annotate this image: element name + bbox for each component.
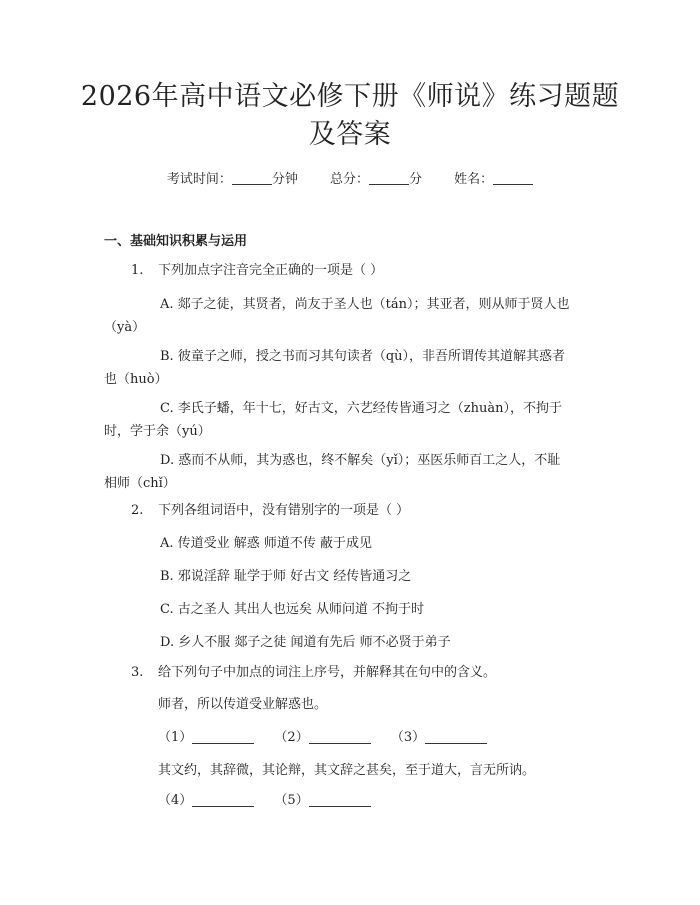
sentence-2: 其文约，其辞微，其论辩，其文辞之甚矣，至于道大，言无所讷。 (158, 763, 536, 778)
option-d (104, 449, 592, 495)
option-a: A. 传道受业 解惑 师道不传 蔽于成见 (160, 536, 373, 551)
question-stem: 给下列句子中加点的词注上序号，并解释其在句中的含义。 (158, 665, 497, 680)
option-b-line-1: B. 彼童子之师，授之书而习其句读者（qù），非吾所谓传其道解其惑者 (160, 349, 566, 364)
question-stem: 下列加点字注音完全正确的一项是（ ） (158, 263, 384, 278)
answer-blank-4[interactable] (192, 792, 254, 807)
page-title (0, 78, 700, 154)
question-number: 3. (131, 665, 144, 680)
answer-row-1 (158, 727, 487, 749)
option-a-line-2: （yà） (104, 320, 146, 335)
blank-5-label: （5） (274, 793, 309, 808)
blank-2-label: （2） (274, 730, 309, 745)
option-b: B. 邪说淫辞 耻学于师 好古文 经传皆通习之 (160, 569, 412, 584)
option-b (104, 345, 592, 391)
time-unit: 分钟 (271, 172, 298, 187)
title-line-1: 2026年高中语文必修下册《师说》练习题题 (80, 81, 620, 112)
score-unit: 分 (409, 172, 423, 187)
option-c-line-1: C. 李氏子蟠，年十七，好古文，六艺经传皆通习之（zhuàn），不拘于 (160, 401, 562, 416)
time-label: 考试时间： (166, 172, 232, 187)
answer-blank-3[interactable] (425, 729, 487, 744)
option-c: C. 古之圣人 其出人也远矣 从师问道 不拘于时 (160, 602, 425, 617)
question-number: 1. (131, 263, 144, 278)
option-d-line-2: 相师（chǐ） (104, 476, 176, 491)
answer-blank-5[interactable] (309, 792, 371, 807)
time-blank[interactable] (232, 172, 272, 185)
blank-3-label: （3） (390, 730, 426, 745)
name-blank[interactable] (493, 172, 533, 185)
answer-row-2 (158, 790, 371, 812)
answer-blank-2[interactable] (309, 729, 371, 744)
blank-1-label: （1） (158, 730, 193, 745)
sentence-1: 师者，所以传道受业解惑也。 (158, 697, 328, 712)
score-label: 总分： (329, 172, 369, 187)
blank-4-label: （4） (158, 793, 193, 808)
title-line-2: 及答案 (308, 119, 392, 150)
name-label: 姓名： (454, 172, 494, 187)
option-a-line-1: A. 郯子之徒，其贤者，尚友于圣人也（tán）；其亚者，则从师于贤人也 (160, 297, 570, 312)
option-d-line-1: D. 惑而不从师，其为惑也，终不解矣（yǐ）；巫医乐师百工之人，不耻 (160, 453, 561, 468)
question-number: 2. (131, 503, 144, 518)
answer-blank-1[interactable] (192, 729, 254, 744)
section-heading: 一、基础知识积累与运用 (104, 234, 248, 249)
option-c-line-2: 时，学于余（yú） (104, 424, 211, 439)
option-a (104, 293, 592, 339)
question-stem: 下列各组词语中，没有错别字的一项是（ ） (158, 503, 410, 518)
option-c (104, 397, 592, 443)
option-d: D. 乡人不服 郯子之徒 闻道有先后 师不必贤于弟子 (160, 635, 451, 650)
score-blank[interactable] (369, 172, 409, 185)
option-b-line-2: 也（huò） (104, 372, 168, 387)
exam-meta (0, 168, 700, 187)
